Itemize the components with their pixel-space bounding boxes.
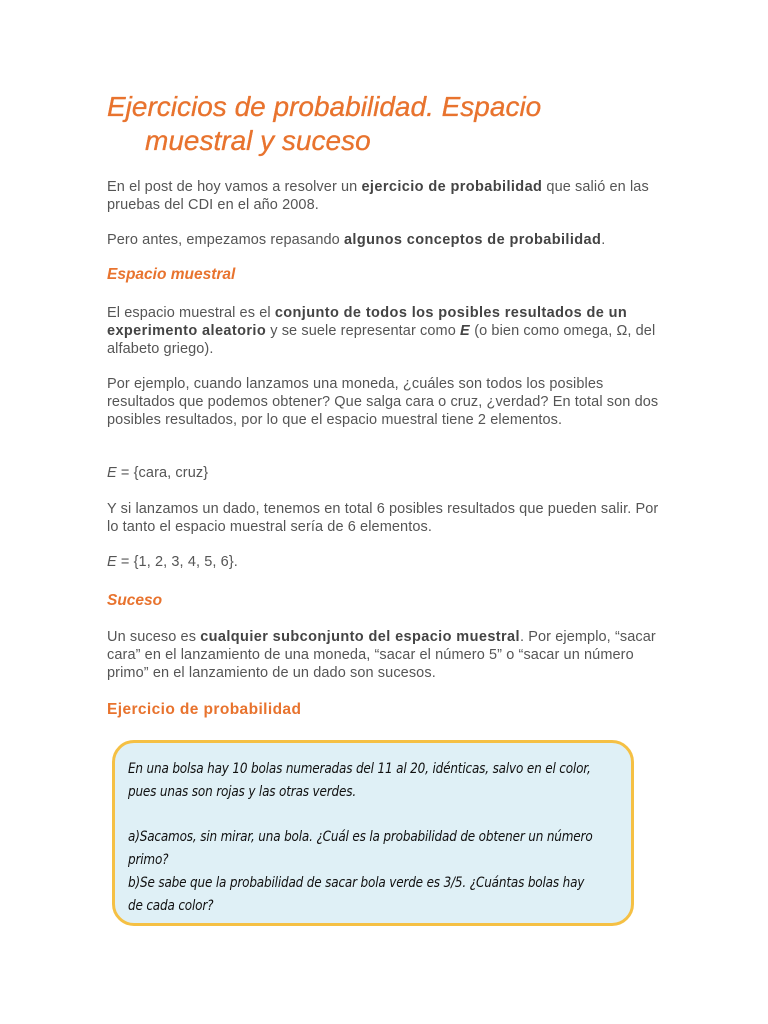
title-line-1: Ejercicios de probabilidad. Espacio: [107, 91, 542, 122]
page-title: [107, 90, 647, 158]
heading-suceso: Suceso: [107, 592, 163, 609]
set1-value: = {cara, cruz}: [116, 465, 209, 481]
intro-p2-text: Pero antes, empezamos repasando: [107, 232, 344, 248]
exercise-line-3: a)Sacamos, sin mirar, una bola. ¿Cuál es la probabilidad de obtener un número: [128, 829, 593, 845]
intro-p1-text-end: que salió en las pruebas del CDI en el año 2008.: [107, 179, 649, 213]
set-dado: [107, 553, 667, 571]
espacio-p1-bold: conjunto de todos los posibles resultados de un experimento aleatorio: [107, 305, 628, 339]
set-moneda: [107, 464, 667, 482]
espacio-symbol-e: E: [460, 323, 471, 339]
set2-symbol: E: [107, 554, 117, 570]
intro-paragraph-2: [107, 231, 667, 249]
intro-p1-bold: ejercicio de probabilidad: [361, 179, 543, 195]
suceso-paragraph: [107, 628, 667, 682]
intro-paragraph-1: [107, 178, 667, 214]
intro-p2-text-end: .: [601, 232, 606, 248]
exercise-line-4: primo?: [128, 852, 169, 868]
intro-p1-text: En el post de hoy vamos a resolver un: [107, 179, 362, 195]
espacio-paragraph-1: [107, 304, 667, 358]
suceso-text-end: . Por ejemplo, “sacar cara” en el lanzamiento de una moneda, “sacar el número 5” o “sacar un número primo” en el lanzamiento de un dado son sucesos.: [107, 629, 656, 681]
espacio-paragraph-2: Por ejemplo, cuando lanzamos una moneda, ¿cuáles son todos los posibles resultados que podemos obtener? Que salga cara o cruz, ¿verdad? En total son dos posibles resultados, por lo que el espacio muestral tiene 2 elementos.: [107, 376, 659, 428]
heading-ejercicio: Ejercicio de probabilidad: [107, 701, 302, 718]
espacio-p1-text: El espacio muestral es el: [107, 305, 275, 321]
exercise-line-2: pues unas son rojas y las otras verdes.: [128, 784, 356, 800]
exercise-line-5: b)Se sabe que la probabilidad de sacar bola verde es 3/5. ¿Cuántas bolas hay: [128, 875, 585, 891]
espacio-paragraph-3: Y si lanzamos un dado, tenemos en total 6 posibles resultados que pueden salir. Por lo tanto el espacio muestral sería de 6 elementos.: [107, 501, 659, 535]
espacio-p1-mid: y se suele representar como: [266, 323, 460, 339]
exercise-line-6: de cada color?: [128, 898, 214, 914]
suceso-text: Un suceso es: [107, 629, 201, 645]
set2-value: = {1, 2, 3, 4, 5, 6}.: [116, 554, 238, 570]
title-line-2: muestral y suceso: [145, 125, 371, 156]
exercise-box: [112, 740, 634, 926]
espacio-p1-text-end: (o bien como omega, Ω, del alfabeto griego).: [107, 323, 656, 357]
set1-symbol: E: [107, 465, 117, 481]
exercise-line-1: En una bolsa hay 10 bolas numeradas del 11 al 20, idénticas, salvo en el color,: [128, 761, 591, 777]
intro-p2-bold: algunos conceptos de probabilidad: [343, 232, 602, 248]
heading-espacio-muestral: Espacio muestral: [107, 266, 236, 283]
suceso-bold: cualquier subconjunto del espacio muestral: [200, 629, 520, 645]
